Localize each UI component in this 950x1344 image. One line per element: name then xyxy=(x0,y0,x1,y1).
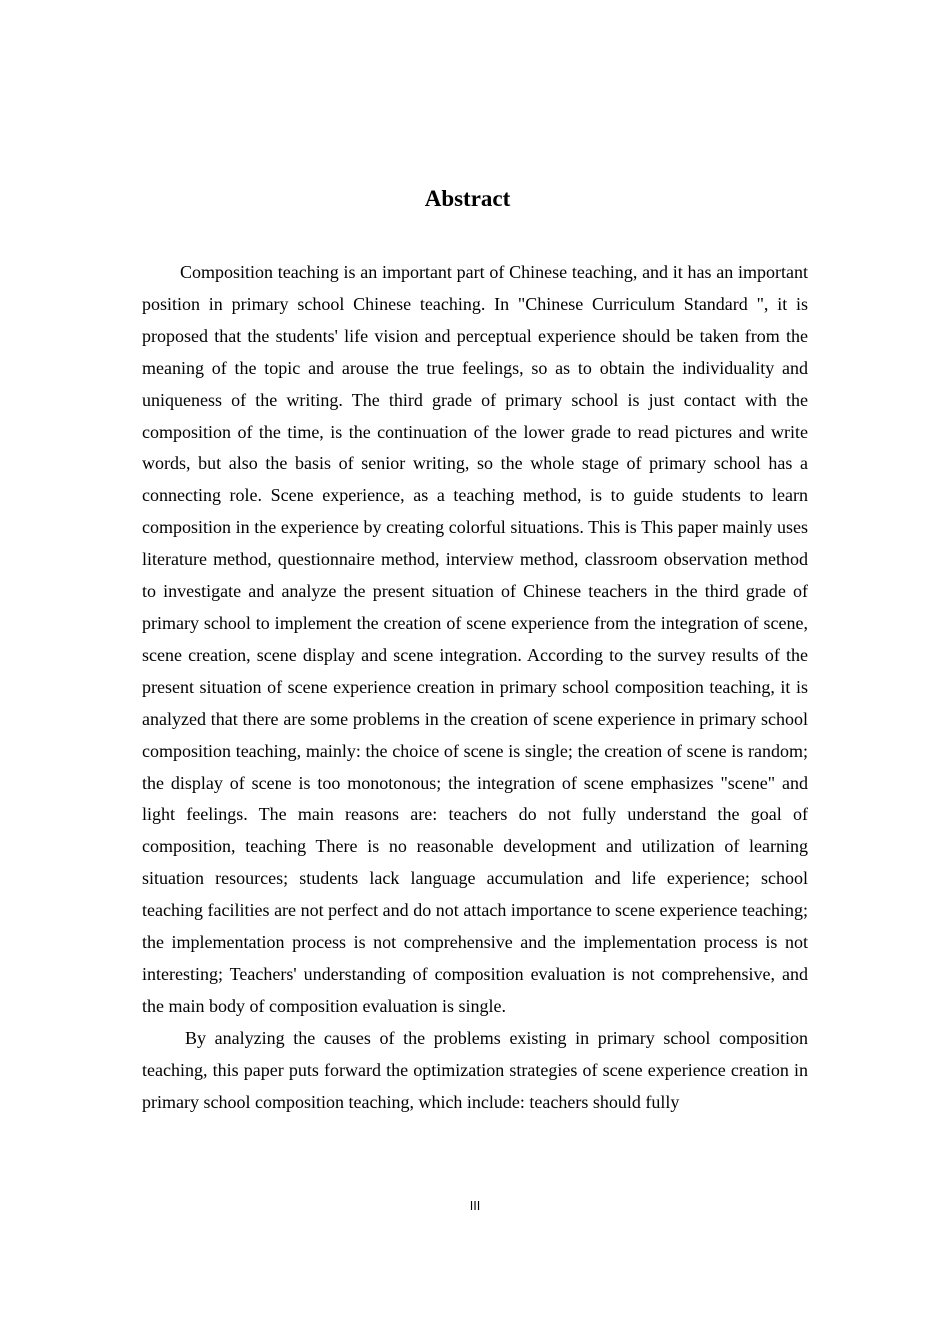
abstract-body xyxy=(142,257,808,1118)
page-number: III xyxy=(469,1199,481,1213)
abstract-paragraph-1: Composition teaching is an important part of Chinese teaching, and it has an important position in primary school Chinese teaching. In "Chinese Curriculum Standard ", it is proposed that the students' life vision and perceptual experience should be taken from the meaning of the topic and arouse the true feelings, so as to obtain the individuality and uniqueness of the writing. The third grade of primary school is just contact with the composition of the time, is the continuation of the lower grade to read pictures and write words, but also the basis of senior writing, so the whole stage of primary school has a connecting role. Scene experience, as a teaching method, is to guide students to learn composition in the experience by creating colorful situations. This is This paper mainly uses literature method, questionnaire method, interview method, classroom observation method to investigate and analyze the present situation of Chinese teachers in the third grade of primary school to implement the creation of scene experience from the integration of scene, scene creation, scene display and scene integration. According to the survey results of the present situation of scene experience creation in primary school composition teaching, it is analyzed that there are some problems in the creation of scene experience in primary school composition teaching, mainly: the choice of scene is single; the creation of scene is random; the display of scene is too monotonous; the integration of scene emphasizes "scene" and light feelings. The main reasons are: teachers do not fully understand the goal of composition, teaching There is no reasonable development and utilization of learning situation resources; students lack language accumulation and life experience; school teaching facilities are not perfect and do not attach importance to scene experience teaching; the implementation process is not comprehensive and the implementation process is not interesting; Teachers' understanding of composition evaluation is not comprehensive, and the main body of composition evaluation is single. xyxy=(142,262,808,1016)
abstract-paragraph-2: By analyzing the causes of the problems existing in primary school composition teaching, this paper puts forward the optimization strategies of scene experience creation in primary school composition teaching, which include: teachers should fully xyxy=(142,1027,808,1112)
page-title: Abstract xyxy=(424,186,511,211)
